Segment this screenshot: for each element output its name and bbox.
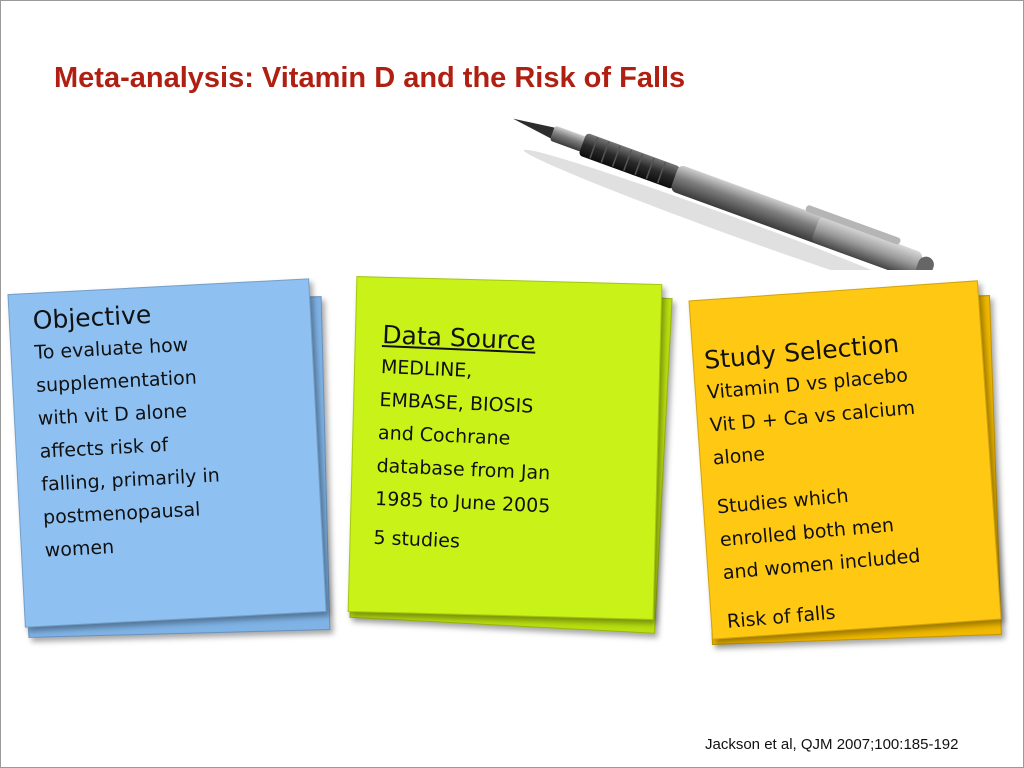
slide-title: Meta-analysis: Vitamin D and the Risk of Falls <box>54 62 686 94</box>
objective-line: To evaluate how <box>33 333 189 364</box>
citation-text: Jackson et al, QJM 2007;100:185-192 <box>705 736 959 753</box>
objective-line: postmenopausal <box>42 498 201 529</box>
data-source-line: MEDLINE, <box>380 355 473 382</box>
data-source-line: and Cochrane <box>377 421 511 450</box>
data-source-line: database from Jan <box>376 454 551 485</box>
objective-line: supplementation <box>35 366 198 397</box>
objective-line: falling, primarily in <box>40 464 221 496</box>
objective-line: with vit D alone <box>37 400 188 430</box>
data-source-heading: Data Source <box>381 320 537 356</box>
study-selection-line: Vit D + Ca vs calcium <box>709 396 916 437</box>
data-source-line: EMBASE, BIOSIS <box>379 388 534 418</box>
study-selection-heading: Study Selection <box>703 328 901 375</box>
objective-line: women <box>44 536 115 562</box>
study-selection-line: enrolled both men <box>719 514 895 552</box>
study-selection-line: Vitamin D vs placebo <box>706 364 909 404</box>
objective-heading: Objective <box>32 299 152 335</box>
pen-illustration <box>486 118 964 270</box>
data-source-line: 1985 to June 2005 <box>374 487 551 518</box>
data-source-studies-count: 5 studies <box>373 526 461 553</box>
study-selection-line: Studies which <box>716 484 850 519</box>
objective-line: affects risk of <box>39 434 169 463</box>
study-selection-line: Risk of falls <box>726 601 837 633</box>
study-selection-line: alone <box>711 443 766 470</box>
study-selection-line: and women included <box>721 544 922 585</box>
